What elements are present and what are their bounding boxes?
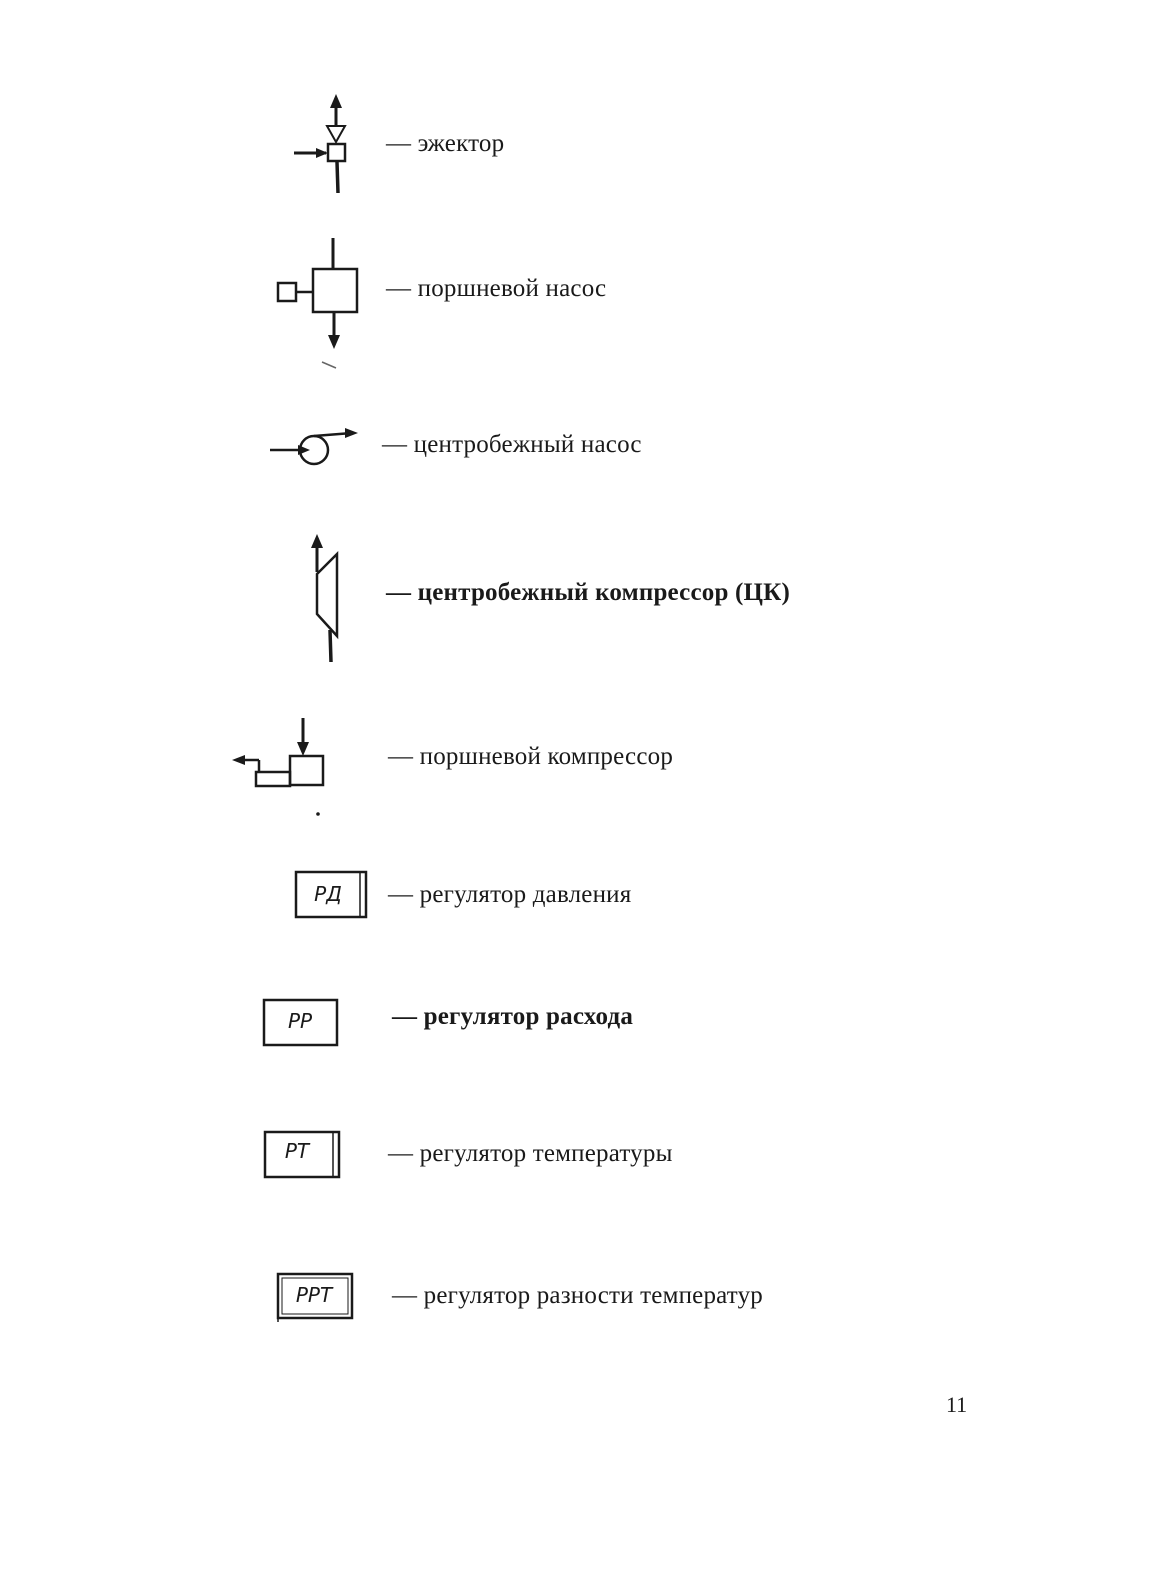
- legend-centrifugal-compressor: — центробежный компрессор (ЦК): [386, 579, 791, 606]
- pressure-regulator-label: РД: [314, 882, 342, 906]
- legend-centrifugal-pump: — центробежный насос: [382, 431, 642, 458]
- legend-flow-regulator: — регулятор расхода: [392, 1003, 634, 1030]
- legend-piston-compressor: — поршневой компрессор: [388, 743, 674, 770]
- legend-temp-difference-regulator: — регулятор разности температур: [392, 1282, 764, 1309]
- legend-piston-pump: — поршневой насос: [386, 275, 607, 302]
- centrifugal-compressor-symbol-icon: [300, 530, 350, 666]
- temperature-regulator-label: РТ: [284, 1139, 310, 1163]
- centrifugal-pump-symbol-icon: [268, 426, 364, 472]
- legend-pressure-regulator: — регулятор давления: [388, 881, 632, 908]
- temp-difference-regulator-symbol-icon: [276, 1272, 356, 1324]
- temp-difference-regulator-label: РРТ: [295, 1283, 333, 1307]
- piston-pump-symbol-icon: [272, 236, 362, 372]
- flow-regulator-label: РР: [287, 1009, 313, 1033]
- pressure-regulator-symbol-icon: [294, 870, 368, 920]
- page-number: 11: [946, 1392, 968, 1417]
- piston-compressor-symbol-icon: [228, 716, 328, 818]
- legend-temperature-regulator: — регулятор температуры: [388, 1140, 673, 1167]
- legend-ejector: — эжектор: [386, 130, 505, 157]
- flow-regulator-symbol-icon: [262, 998, 340, 1048]
- ejector-symbol-icon: [290, 92, 360, 202]
- temperature-regulator-symbol-icon: [263, 1130, 341, 1180]
